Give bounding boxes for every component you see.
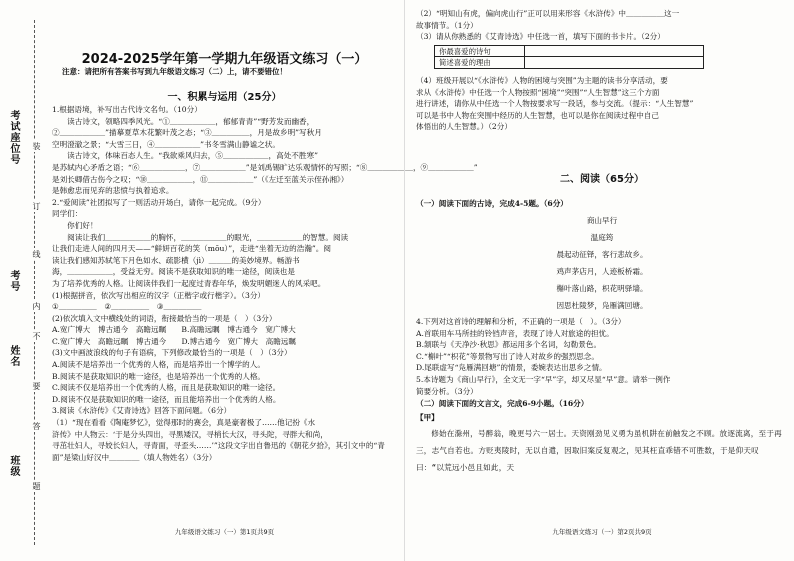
cut-char: 订 [32,202,41,210]
question-line: 你们好！ [52,220,98,230]
section-heading-2: 二、阅读（65分） [560,174,644,185]
notice-text: 注意：请把所有答案书写到九年级语文练习（二）上，请不要错位！ [62,67,287,76]
question-line: C.“槲叶”“枳花”等景物写出了诗人对故乡的强烈思念。 [416,351,599,361]
question-line: 让我们走进人间的四月天——“鲜妍百花的笑（mōu）”，走进“坐着无边的浩瀚”。阅 [52,244,331,254]
question-line: B.阅读不是获取知识的唯一途径，也是培养出一个优秀的人格。 [52,371,266,381]
question-line: 进行讲述，请你从中任选一个人物按要求写一段话，参与交流。（提示：“人生智慧” [416,99,694,109]
card-row [434,45,704,57]
poem-line: 晨起动征铎，客行悲故乡。 [556,250,648,259]
classical-question-heading: （二）阅读下面的文言文，完成6-9小题。（16分） [416,399,589,408]
question-line: 阅读让我们＿＿＿＿＿＿的胸怀，＿＿＿＿＿＿的眼光，＿＿＿＿＿＿的智慧。阅读 [52,232,349,242]
question-line: 寻茁壮妇人，寻姣长妇人，寻青面，寻歪头……’”这段文字出自鲁迅的《朝花夕拾》，其引文中的“青 [52,441,385,451]
question-line: C.阅读不仅是培养出一个优秀的人格，而且是获取知识的唯一途径。 [52,383,281,393]
poem-line: 槲叶落山路，枳花明驿墙。 [556,284,648,293]
question-line: (1)根据拼音，依次写出相应的汉字（正楷字或行楷字）。（3分） [52,290,266,300]
question-line: 浒传》中人物云：‘于是分头四出，寻黑矮汉，寻梢长大汉，寻头陀，寻胖大和尚， [52,429,328,439]
cut-char: 不 [32,332,41,340]
question-line: 面”是梁山好汉中＿＿＿＿（填人物姓名）（3分） [52,452,217,462]
cut-char: 装 [32,142,41,150]
question-line: （3）请从你熟悉的《艾青诗选》中任选一首，填写下面的书卡片。（2分） [416,32,665,42]
poem-questions [416,316,788,397]
question-line: 体悟出的人生智慧。）（2分） [416,122,512,132]
card-key: 你最喜爱的诗句 [435,46,525,56]
question-line: （2）“明知山有虎，偏向虎山行”正可以用来形容《水浒传》中＿＿＿＿＿这一 [416,9,680,18]
question-line: 可以是书中人物在突围中经历的人生智慧，也可以是你在阅读过程中自己 [416,110,659,120]
question-line: (3)文中画波浪线的句子有语病，下列修改最恰当的一项是（ ）（3分） [52,348,292,358]
classical-passage: 修始在滁州，号醉翁，晚更号六一居士。天资刚劲见义勇为虽机阱在前触发之不顾。放逐流离，至于再三，志气自若也。方贬夷陵时，无以自遣，因取旧案反复观之，见其枉直乖错不可胜数，于是仰天叹曰：“以荒远小邑且如此，天 [416,429,782,472]
question-line: 读古诗文，领略四季风光。“①＿＿＿＿＿＿，郁郁青青”“野芳发而幽香， [52,116,315,126]
question-line: ②＿＿＿＿＿＿”描摹夏草木花繁叶茂之态；“③＿＿＿＿＿，月是故乡明”写秋月 [52,128,322,138]
question-line: 2.“爱阅读”社团拟写了一则活动开场白，请你一起完成。（9分） [52,197,266,207]
seat-number-label: 考试座位号 [8,110,19,165]
question-line: 故事情节。（1分） [416,20,478,30]
poem-line: 因思杜陵梦，凫雁满回塘。 [556,301,648,310]
page-two [416,0,788,561]
question-line: 海，＿＿＿＿＿＿，受益无穷。阅读不是获取知识的唯一途径，阅读也是 [52,267,295,277]
page-two-top-questions [416,8,788,43]
passage-marker: 【甲】 [416,413,439,422]
poem-question-heading: （一）阅读下面的古诗，完成4-5题。（6分） [416,199,568,208]
question-line: 4.下列对这首诗的理解和分析，不正确的一项是（ ）。（3分） [416,317,626,326]
question-line: D.尾联虚写“凫雁满回塘”的情景，委婉表达出思乡之情。 [416,363,607,373]
binding-gutter [0,0,48,561]
page-footer-2: 九年级语文练习（一）第2页共9页 [552,528,652,536]
card-row [434,57,704,69]
cut-char: 题 [32,482,41,490]
binding-line [34,20,35,545]
question-line: (2)依次填入文中横线处的词语，衔接最恰当的一项是（ ）（3分） [52,313,277,323]
question-line: 为了培养优秀的人格。让阅读伴我们一起度过青春年华，焕发明媚迷人的风采吧。 [52,278,326,288]
question-line: 同学们： [52,209,83,219]
class-label: 班级 [8,455,19,477]
cut-char: 内 [32,302,41,310]
question-line: （1）“现在看看《陶庵梦忆》，觉得那时的赛会，真是豪奢极了……他记扮《水 [52,418,316,428]
question-line: 是韩愈忠而见弃的悲愤与执着追求。 [52,186,174,196]
question-line: 5.本诗题为《商山早行》，全文无一字“早”字，却又尽显“早”意。请举一例作 [416,374,671,384]
page-footer-1: 九年级语文练习（一）第1页共9页 [174,528,275,536]
question-line: 是苏轼内心矛盾之语；“⑥＿＿＿＿＿＿，⑦＿＿＿＿＿＿”是刘禹锡旷达乐观情怀的写照；“⑧＿＿＿＿＿＿，⑨＿＿＿＿＿＿” [52,162,478,172]
reading-card [416,45,788,69]
question-line: 读让我们感知苏轼笔下月色如水、疏影横（jì）＿＿＿的美妙境界。畅游书 [52,255,300,265]
card-key: 简述喜爱的理由 [435,57,525,68]
question-line: A.首联用车马所挂的铃铛声音，表现了诗人对旅途的担忧。 [416,328,614,338]
question-line: （4）班级开展以“《水浒传》人物的困境与突围”为主题的读书分享活动，要 [416,76,668,85]
exam-title: 2024-2025学年第一学期九年级语文练习（一） [81,52,368,67]
question-line: 读古诗文，体味百态人生。“我欲乘风归去，⑤＿＿＿＿＿＿，高处不胜寒” [52,151,318,161]
question-line: ①＿＿＿＿＿ ②＿＿＿＿＿ ③＿＿＿＿＿ [52,302,202,312]
poem-title: 商山早行 [586,216,618,225]
question-line: B.颔联与《天净沙·秋思》都运用多个名词，勾勒景色。 [416,340,602,350]
question-line: D.阅读不仅是获取知识的唯一途径，而且能培养出一个优秀的人格。 [52,394,281,404]
poem-author: 温庭筠 [590,233,614,242]
cut-char: 线 [32,250,41,258]
cut-char: 答 [32,422,41,430]
question-line: A.宽广博大 博古通今 高瞻远瞩 B.高瞻远瞩 博古通今 宽广博大 [52,325,296,335]
page-divider [404,0,405,561]
question-line: 是刘长卿借古伤今之叹；“⑩＿＿＿＿＿＿，⑪＿＿＿＿＿＿”（《左迁至蓝关示侄孙湘》） [52,174,349,184]
poem-line: 鸡声茅店月，人迹板桥霜。 [556,267,648,276]
section-heading-1: 一、积累与运用（25分） [167,92,282,103]
name-label: 姓名 [8,345,19,367]
question-line: 空明澄澈之景；“大雪三日，④＿＿＿＿＿＿”书冬雪满山静谧之状。 [52,139,280,149]
exam-number-label: 考号 [8,270,19,292]
question-line: 1.根据语境，补写出古代诗文名句。（10分） [52,105,202,114]
question-line: 3.阅读《水浒传》《艾青诗选》回答下面问题。（6分） [52,406,232,416]
poem [416,212,788,314]
question-line: A.阅读不是培养出一个优秀的人格，而是培养出一个博学的人。 [52,360,265,370]
page-two-mid-questions [416,75,788,133]
question-line: 求从《水浒传》中任选一个人物按照“困境”“突围”“人生智慧”这三个方面 [416,87,660,97]
cut-char: 要 [32,382,41,390]
question-line: C.宽广博大 高瞻远瞩 博古通今 D.博古通今 宽广博大 高瞻远瞩 [52,336,296,346]
question-line: 简要分析。（3分） [416,386,478,396]
